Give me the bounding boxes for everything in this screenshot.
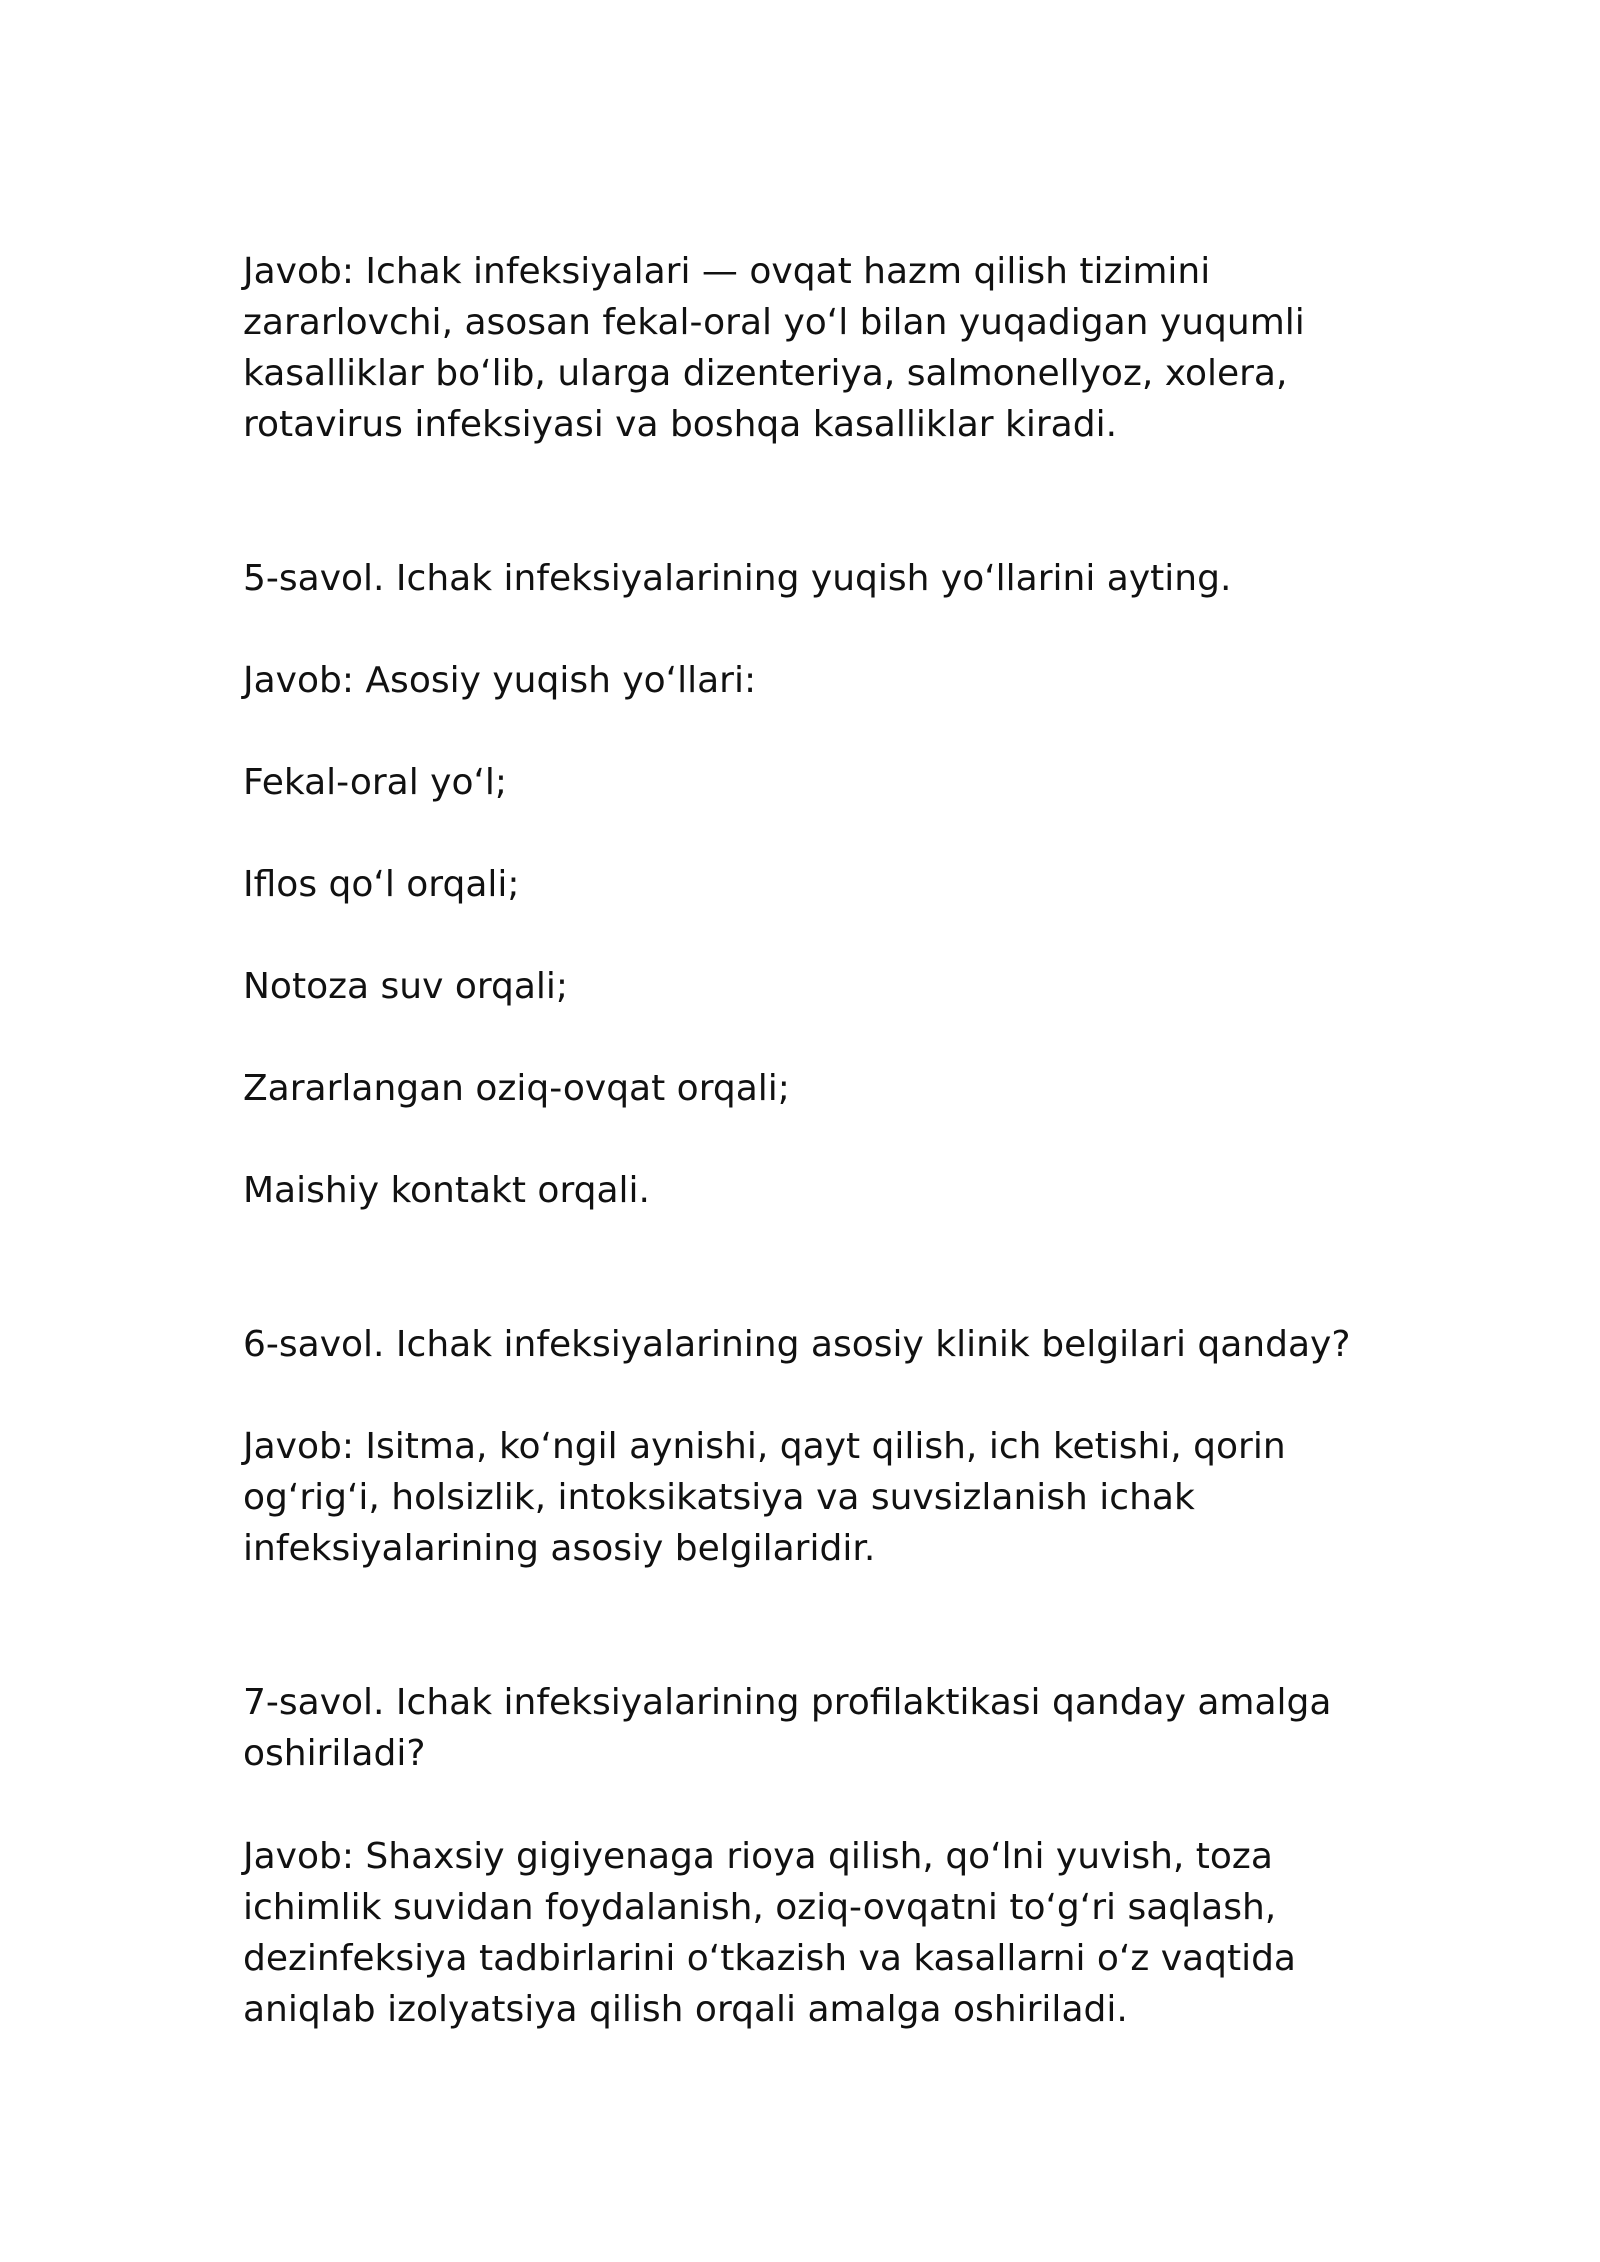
answer-6: Javob: Isitma, ko‘ngil aynishi, qayt qilish, ich ketishi, qorin og‘rig‘i, holsizlik, intoksikatsiya va suvsizlanish ichak infeksiyalarining asosiy belgilaridir. — [243, 1426, 1286, 1569]
document-body — [243, 246, 1383, 2035]
answer-paragraph-4: Javob: Ichak infeksiyalari — ovqat hazm qilish tizimini zararlovchi, asosan fekal-oral yo‘l bilan yuqadigan yuqumli kasalliklar bo‘lib, ularga dizenteriya, salmonellyoz, xolera, rotavirus infeksiyasi va boshqa kasalliklar kiradi. — [243, 251, 1305, 445]
transmission-route-item: Zararlangan oziq-ovqat orqali; — [243, 1068, 790, 1109]
answer-7: Javob: Shaxsiy gigiyenaga rioya qilish, qo‘lni yuvish, toza ichimlik suvidan foydalanish, oziq-ovqatni to‘g‘ri saqlash, dezinfeksiya tadbirlarini o‘tkazish va kasallarni o‘z vaqtida aniqlab izolyatsiya qilish orqali amalga oshiriladi. — [243, 1836, 1296, 2030]
transmission-route-item: Iflos qo‘l orqali; — [243, 864, 520, 905]
transmission-route-item: Notoza suv orqali; — [243, 966, 569, 1007]
answer-5-intro: Javob: Asosiy yuqish yo‘llari: — [243, 660, 757, 701]
question-5: 5-savol. Ichak infeksiyalarining yuqish yo‘llarini ayting. — [243, 558, 1232, 599]
transmission-route-item: Maishiy kontakt orqali. — [243, 1170, 650, 1211]
transmission-route-item: Fekal-oral yo‘l; — [243, 762, 508, 803]
question-7: 7-savol. Ichak infeksiyalarining profilaktikasi qanday amalga oshiriladi? — [243, 1682, 1332, 1774]
question-6: 6-savol. Ichak infeksiyalarining asosiy klinik belgilari qanday? — [243, 1324, 1351, 1365]
